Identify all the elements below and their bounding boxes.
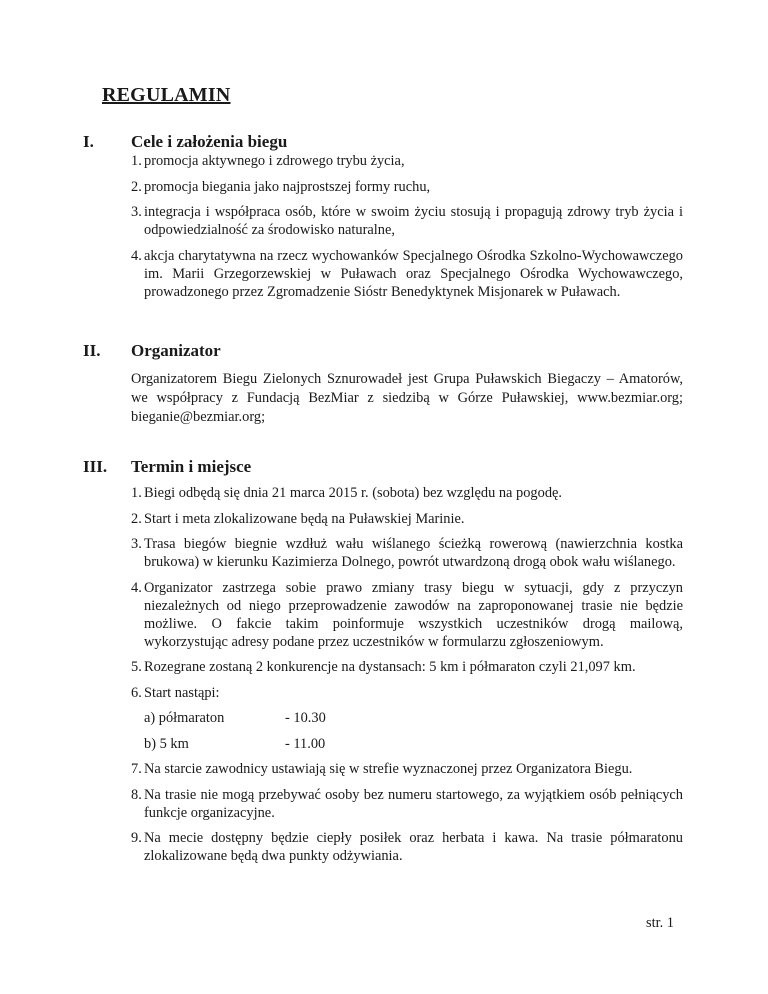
start-time-row [131, 709, 683, 727]
list-item: 2. Start i meta zlokalizowane będą na Puławskiej Marinie. [131, 510, 465, 527]
list-item: 6. Start nastąpi: [131, 684, 220, 701]
page-number: str. 1 [646, 915, 674, 931]
section-2-numeral: II. [83, 341, 101, 360]
start-time-label: a) półmaraton [144, 710, 225, 726]
start-time-label: b) 5 km [144, 735, 189, 752]
list-item: 7. Na starcie zawodnicy ustawiają się w strefie wyznaczonej przez Organizatora Biegu. [131, 761, 633, 777]
start-time-row [131, 735, 683, 753]
list-item: 3. integracja i współpraca osób, które w swoim życiu stosują i propagują zdrowy tryb życia i odpowiedzialność za środowisko naturalne, [131, 204, 683, 238]
list-item: 3. Trasa biegów biegnie wzdłuż wału wiślanego ścieżką rowerową (nawierzchnia kostka brukowa) w kierunku Kazimierza Dolnego, powrót utwardzoną drogą obok wału wiślanego. [131, 536, 683, 570]
section-2-paragraph: Organizatorem Biegu Zielonych Sznurowadeł jest Grupa Puławskich Biegaczy – Amatorów, we współpracy z Fundacją BezMiar z siedzibą w Górze Puławskiej, www.bezmiar.org; bieganie@bezmiar.org; [131, 371, 683, 425]
list-item: 5. Rozegrane zostaną 2 konkurencje na dystansach: 5 km i półmaraton czyli 21,097 km. [131, 659, 636, 675]
list-item: 2. promocja biegania jako najprostszej formy ruchu, [131, 178, 431, 195]
section-1-list [131, 152, 683, 308]
section-1-numeral: I. [83, 132, 94, 151]
section-3-numeral: III. [83, 457, 108, 476]
section-3-title: Termin i miejsce [131, 457, 252, 476]
list-item: 1. promocja aktywnego i zdrowego trybu życia, [131, 153, 405, 169]
list-item: 1. Biegi odbędą się dnia 21 marca 2015 r. (sobota) bez względu na pogodę. [131, 485, 563, 501]
list-item: 4. akcja charytatywna na rzecz wychowanków Specjalnego Ośrodka Szkolno-Wychowawczego im. Marii Grzegorzewskiej w Puławach oraz Specjalnego Ośrodka Wychowawczego, prowadzonego przez Zgromadzenie Sióstr Benedyktynek Misjonarek w Puławach. [131, 247, 683, 300]
section-2-title: Organizator [131, 341, 221, 360]
section-1-title: Cele i założenia biegu [131, 132, 288, 151]
start-time-value: - 11.00 [285, 735, 326, 752]
list-item: 8. Na trasie nie mogą przebywać osoby bez numeru startowego, za wyjątkiem osób pełniących funkcje organizacyjne. [131, 786, 683, 821]
section-3-list [131, 484, 683, 873]
start-time-value: - 10.30 [285, 710, 326, 726]
document-title: REGULAMIN [102, 84, 231, 106]
list-item: 9. Na mecie dostępny będzie ciepły posiłek oraz herbata i kawa. Na trasie półmaratonu zlokalizowane będą dwa punkty odżywiania. [131, 830, 683, 864]
list-item: 4. Organizator zastrzega sobie prawo zmiany trasy biegu w sytuacji, gdy z przyczyn niezależnych od niego przeprowadzenie zawodów na zaproponowanej trasie nie będzie możliwe. O fakcie takim poinformuje wszystkich uczestników drogą mailową, wykorzystując adresy podane przez uczestników w formularzu zgłoszeniowym. [131, 579, 683, 650]
